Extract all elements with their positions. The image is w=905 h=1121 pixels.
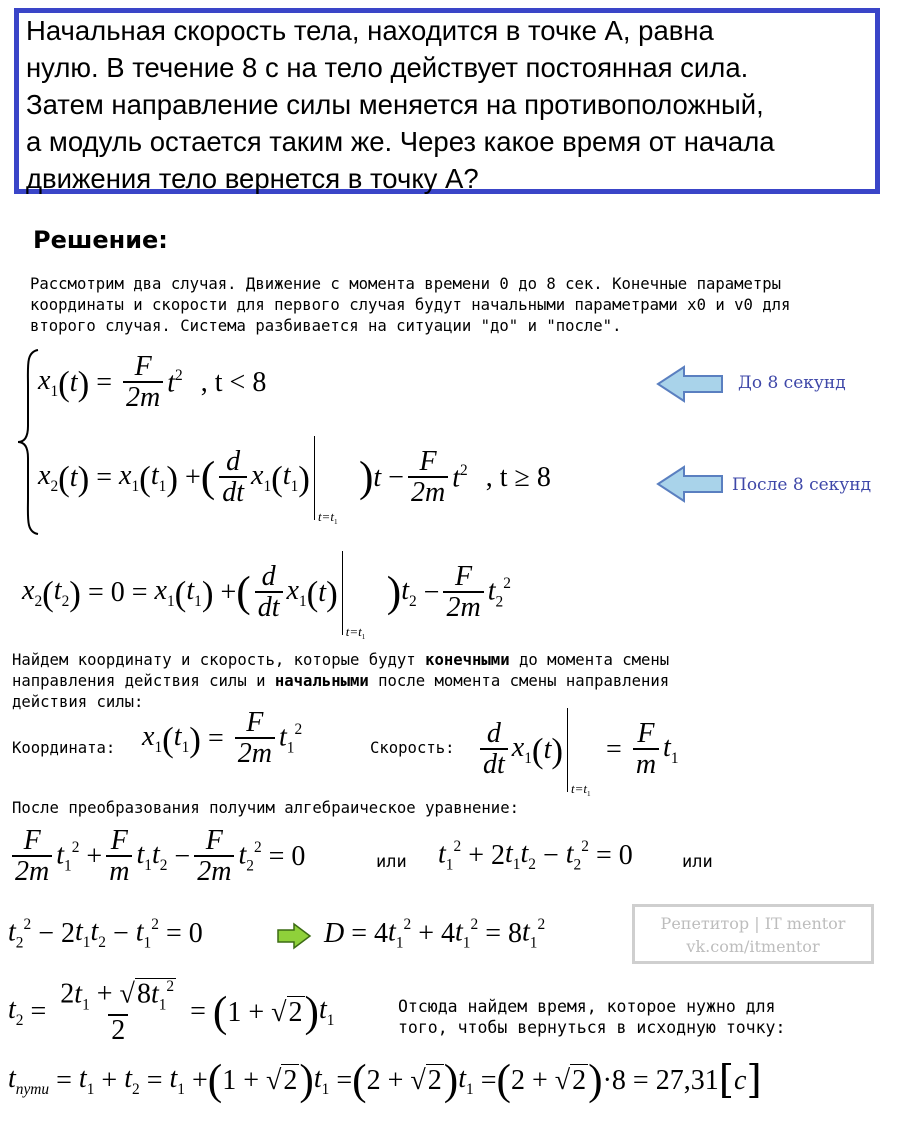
problem-line: Затем направление силы меняется на противоположный, xyxy=(26,89,764,120)
find-line: действия силы: xyxy=(12,693,144,711)
equation-final: $t_{пути}$ = $t_1$ + $t_2$ = $t_1$ + ( 1 + √2 ) $t_1$ = ( 2 + √2 ) $t_1$ = ( 2 + √2 ) ·8 = 27,31 [ c ] xyxy=(8,1055,762,1104)
or-word: или xyxy=(682,852,713,872)
speed-label: Скорость: xyxy=(370,739,455,757)
problem-statement xyxy=(26,12,886,197)
eval-subscript: t=t xyxy=(317,508,334,524)
or-word: или xyxy=(376,852,407,872)
equation-simplified: $t_1^2$ + 2 $t_1t_2$ − $t_2^2$ = 0 xyxy=(438,838,633,874)
arrow-left-icon xyxy=(656,464,726,504)
equation-x2: $x_2$ ( t ) = $x_1$ ( $t_1$ ) + ( $\frac{d}{dt}$ $x_1$ ( $t_1$ ) $t=t_1$ ) t − $\frac{F}{2m}$ $t^2$ , t ≥ 8 xyxy=(38,436,551,520)
problem-line: движения тело вернется в точку А? xyxy=(26,163,479,194)
intro-paragraph xyxy=(30,274,900,337)
conclusion-line: того, чтобы вернуться в исходную точку: xyxy=(398,1018,786,1037)
problem-line: нулю. В течение 8 с на тело действует постоянная сила. xyxy=(26,52,749,83)
problem-line: а модуль остается таким же. Через какое время от начала xyxy=(26,126,775,157)
equation-algebraic: $\frac{F}{2m}$ $t_1^2$ + $\frac{F}{m}$ $t_1t_2$ − $\frac{F}{2m}$ $t_2^2$ = 0 xyxy=(8,826,305,888)
eval-subscript: t=t xyxy=(345,623,362,639)
condition-after: , t ≥ 8 xyxy=(485,462,551,493)
equation-discriminant: D = 4 $t_1^2$ + 4 $t_1^2$ = 8 $t_1^2$ xyxy=(324,916,546,952)
result-value: 27,31 xyxy=(655,1064,719,1096)
path-subscript: пути xyxy=(15,1080,50,1098)
equation-quadratic: $t_2^2$ − 2 $t_1t_2$ − $t_1^2$ = 0 xyxy=(8,916,203,952)
equation-root: $t_2$ = $\frac{2t_1 + √8t_1^2}{2}$ = ( 1 + √2 ) $t_1$ xyxy=(8,978,335,1046)
problem-line: Начальная скорость тела, находится в точке А, равна xyxy=(26,15,714,46)
equation-coordinate: $x_1$ ( $t_1$ ) = $\frac{F}{2m}$ $t_1^2$ xyxy=(142,707,303,770)
condition-before: , t < 8 xyxy=(200,367,267,399)
arrow-left-icon xyxy=(656,364,726,404)
solution-heading: Решение: xyxy=(33,226,168,254)
label-after-8: После 8 секунд xyxy=(732,475,872,495)
find-line: направления действия силы и начальными после момента смены направления xyxy=(12,672,670,690)
equation-x2-t2: $x_2$ ( $t_2$ ) = 0 = $x_1$ ( $t_1$ ) + ( $\frac{d}{dt}$ $x_1$ ( t ) $t=t_1$ ) $t_2$ − $\frac{F}{2m}$ $t_2^2$ xyxy=(22,551,511,635)
find-paragraph xyxy=(12,650,892,713)
conclusion-line: Отсюда найдем время, которое нужно для xyxy=(398,997,776,1016)
watermark-line: vk.com/itmentor xyxy=(686,937,820,956)
watermark-line: Репетитор | IT mentor xyxy=(660,914,846,933)
intro-line: координаты и скорости для первого случая будут начальными параметрами x0 и v0 для xyxy=(30,296,791,314)
eval-subscript: t=t xyxy=(571,780,588,796)
result-unit: c xyxy=(733,1064,747,1096)
equation-speed: $\frac{d}{dt}$ $x_1$ ( t ) $t=t_1$ = $\frac{F}{m}$ $t_1$ xyxy=(476,708,679,792)
arrow-right-icon xyxy=(276,922,312,950)
label-before-8: До 8 секунд xyxy=(738,373,846,393)
intro-line: Рассмотрим два случая. Движение с момента времени 0 до 8 сек. Конечные параметры xyxy=(30,275,782,293)
coordinate-label: Координата: xyxy=(12,739,116,757)
intro-line: второго случая. Система разбивается на ситуации "до" и "после". xyxy=(30,317,622,335)
conclusion-text xyxy=(398,996,785,1038)
equation-x1: $x_1$ ( t ) = $\frac{F}{2m}$ $t^2$ , t < 8 xyxy=(38,351,267,414)
find-line: Найдем координату и скорость, которые будут конечными до момента смены xyxy=(12,651,670,669)
watermark xyxy=(632,904,874,964)
transform-text: После преобразования получим алгебраическое уравнение: xyxy=(12,799,519,817)
